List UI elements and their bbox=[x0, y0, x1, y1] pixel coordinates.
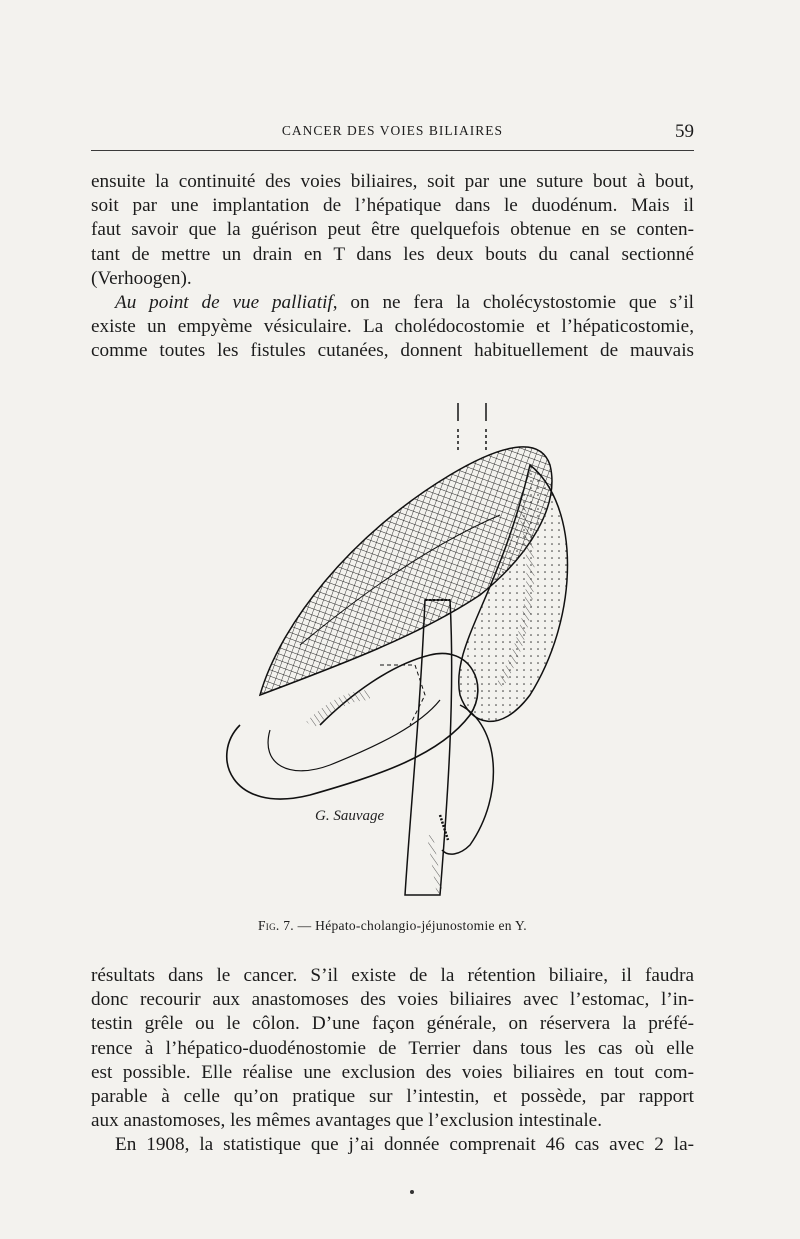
paragraph-bottom bbox=[91, 964, 694, 1158]
text-line: En 1908, la statistique que j’ai donnée comprenait 46 cas avec 2 la- bbox=[115, 1134, 694, 1156]
figure-number: Fig. 7. bbox=[258, 918, 294, 933]
text-fragment: , on ne fera la cholécystostomie que s’il bbox=[332, 291, 694, 313]
jejunal-limb bbox=[405, 600, 452, 895]
text-line: existe un empyème vésiculaire. La cholédocostomie et l’hépaticostomie, bbox=[91, 316, 694, 338]
running-head bbox=[91, 121, 694, 147]
text-line: résultats dans le cancer. S’il existe de la rétention biliaire, il faudra bbox=[91, 965, 694, 986]
text-line: parable à celle qu’on pratique sur l’intestin, et possède, par rapport bbox=[91, 1085, 694, 1107]
figure-caption bbox=[91, 918, 694, 934]
header-rule bbox=[91, 150, 694, 151]
text-line bbox=[91, 291, 694, 315]
text-line: est possible. Elle réalise une exclusion des voies biliaires en tout com- bbox=[91, 1061, 694, 1083]
text-line: testin grêle ou le côlon. D’une façon générale, on réservera la préfé- bbox=[91, 1013, 694, 1035]
text-line: aux anastomoses, les mêmes avantages que l’exclusion intestinale. bbox=[91, 1110, 602, 1132]
anatomical-illustration bbox=[200, 395, 600, 900]
text-line: soit par une implantation de l’hépatique dans le duodénum. Mais il bbox=[91, 195, 694, 217]
text-line: rence à l’hépatico-duodénostomie de Terrier dans tous les cas où elle bbox=[91, 1037, 694, 1059]
illustrator-signature: G. Sauvage bbox=[315, 808, 385, 824]
text-line: donc recourir aux anastomoses des voies biliaires avec l’estomac, l’in- bbox=[91, 989, 694, 1011]
drain-tubes bbox=[458, 403, 486, 453]
running-title: CANCER DES VOIES BILIAIRES bbox=[281, 123, 504, 138]
print-speck bbox=[410, 1190, 414, 1194]
page-number: 59 bbox=[675, 121, 694, 142]
paragraph-top bbox=[91, 170, 694, 364]
italic-phrase: Au point de vue palliatif bbox=[115, 291, 333, 313]
text-line: faut savoir que la guérison peut être quelquefois obtenue en se conten- bbox=[91, 219, 694, 241]
text-line: (Verhoogen). bbox=[91, 267, 192, 289]
text-line: tant de mettre un drain en T dans les deux bouts du canal sectionné bbox=[91, 243, 694, 265]
text-line: ensuite la continuité des voies biliaires, soit par une suture bout à bout, bbox=[91, 171, 694, 192]
text-line: comme toutes les fistules cutanées, donnent habituellement de mauvais bbox=[91, 340, 694, 362]
jejunum-loop bbox=[227, 653, 478, 799]
figure-caption-text: — Hépato-cholangio-jéjunostomie en Y. bbox=[297, 918, 527, 933]
